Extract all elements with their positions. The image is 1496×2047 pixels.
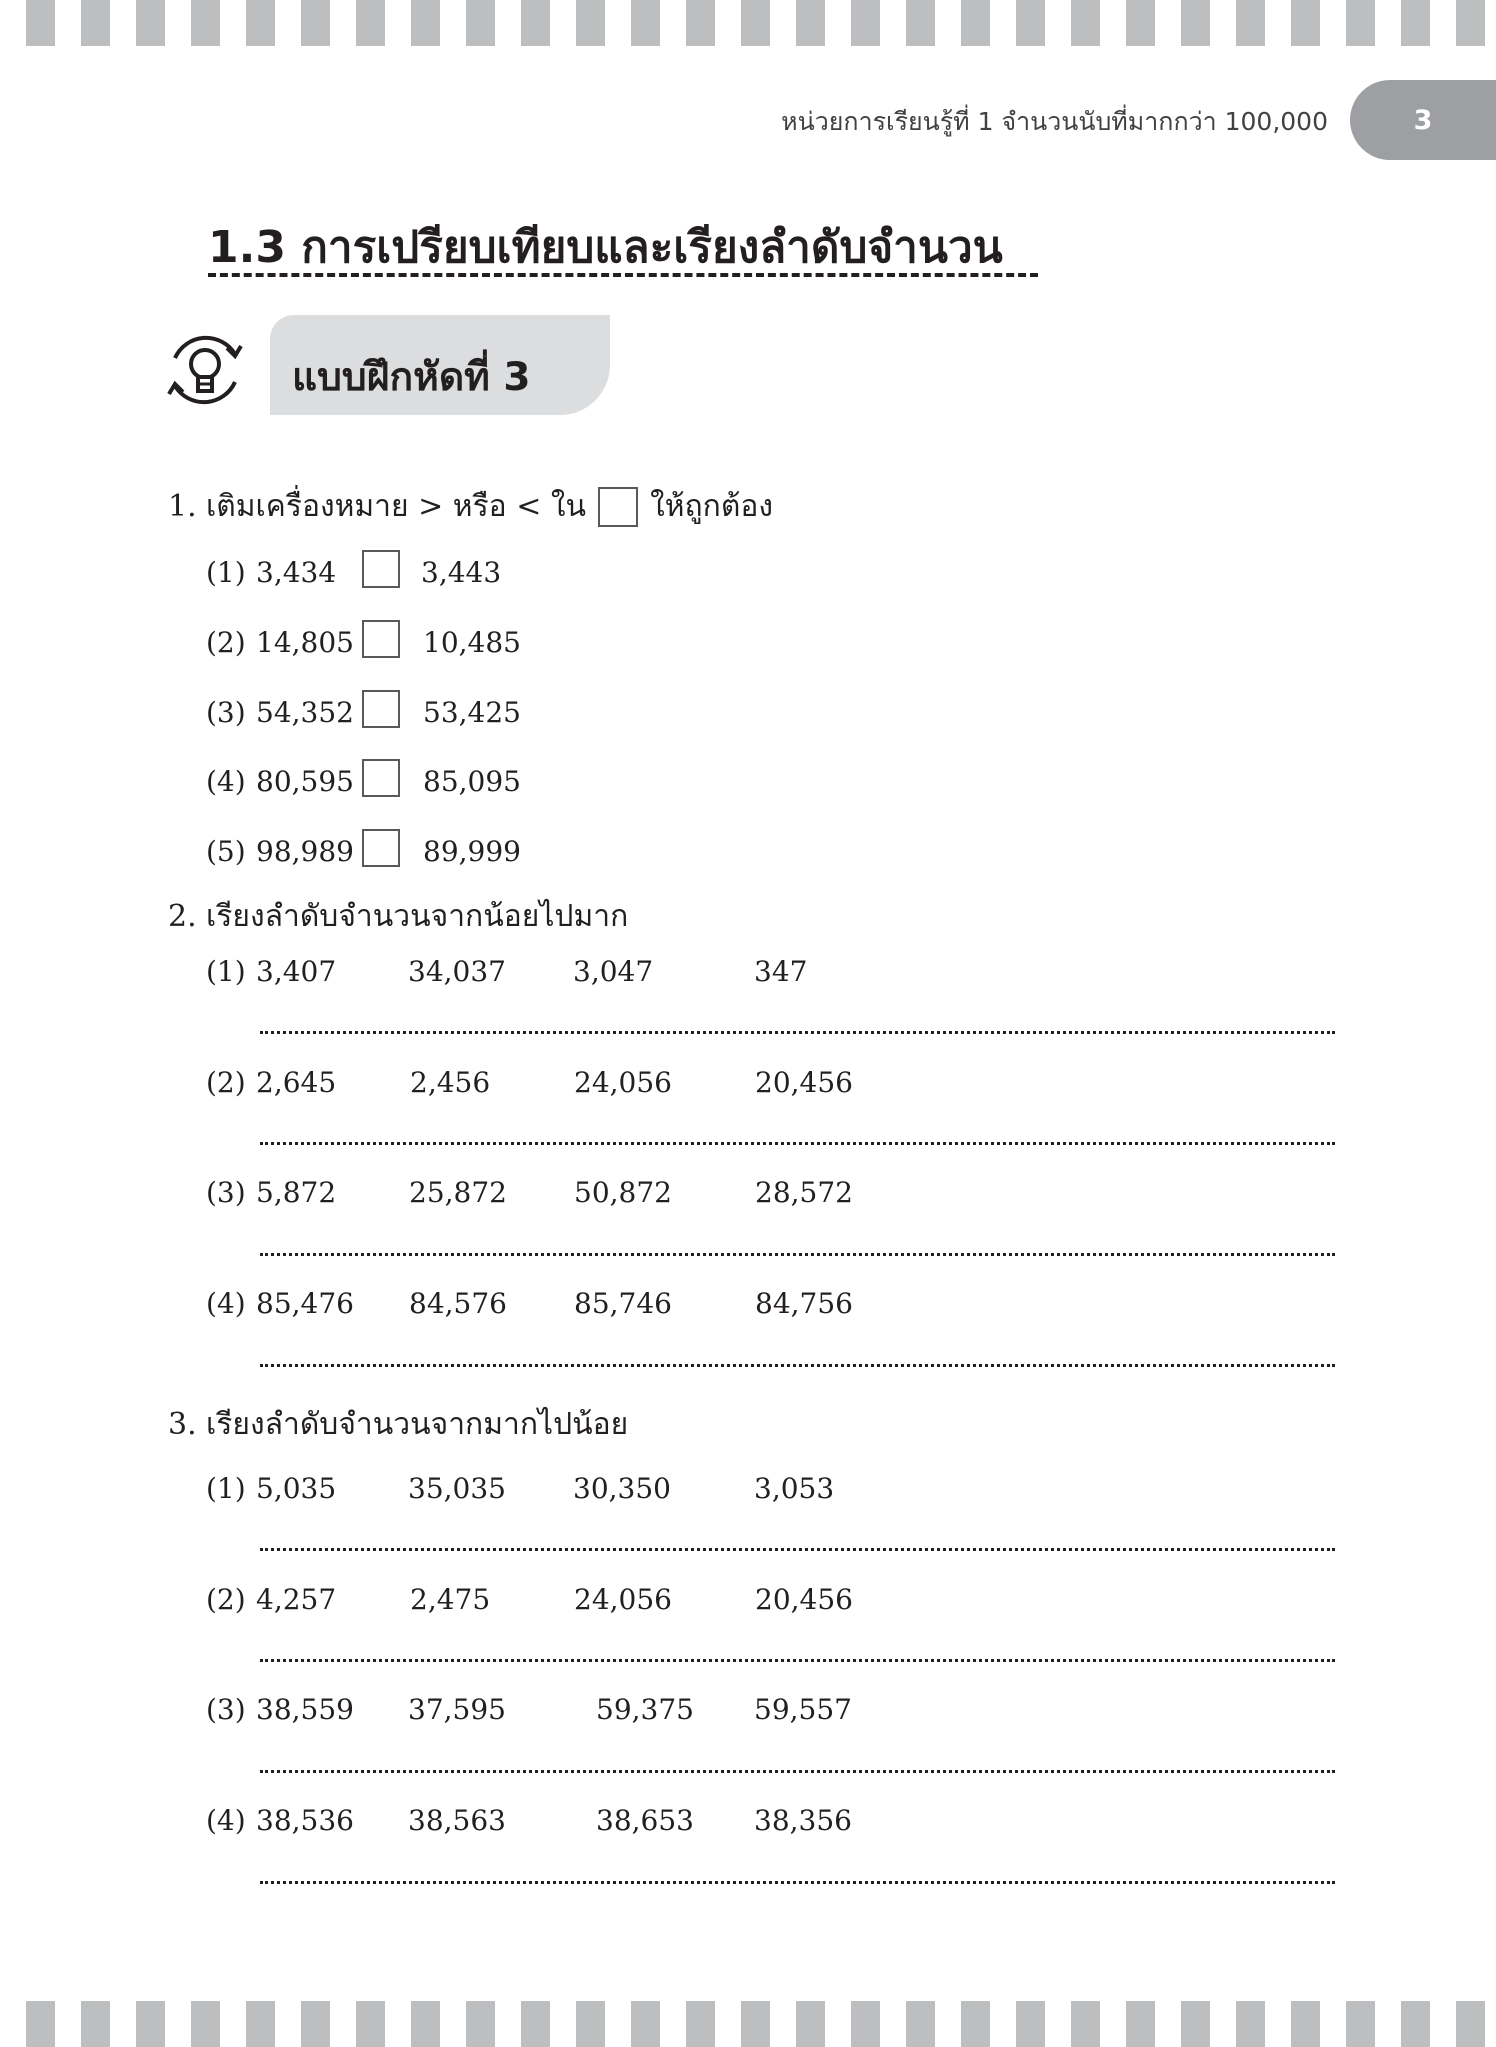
item-label: (2) bbox=[206, 1066, 246, 1099]
number: 25,872 bbox=[409, 1176, 507, 1209]
question-number: 1. bbox=[168, 489, 197, 524]
number-a: 80,595 bbox=[256, 765, 354, 798]
answer-line[interactable] bbox=[260, 1253, 1335, 1256]
number: 50,872 bbox=[574, 1176, 672, 1209]
number-a: 54,352 bbox=[256, 696, 354, 729]
answer-line[interactable] bbox=[260, 1142, 1335, 1145]
blank-box-example bbox=[598, 487, 638, 527]
item-label: (5) bbox=[206, 835, 246, 868]
question-text: เรียงลำดับจำนวนจากน้อยไปมาก bbox=[206, 899, 629, 934]
item-label: (4) bbox=[206, 1287, 246, 1320]
number: 59,375 bbox=[596, 1693, 694, 1726]
item-label: (4) bbox=[206, 1804, 246, 1837]
number: 38,536 bbox=[256, 1804, 354, 1837]
answer-line[interactable] bbox=[260, 1548, 1335, 1551]
item-label: (3) bbox=[206, 1176, 246, 1209]
number: 4,257 bbox=[256, 1583, 337, 1616]
answer-line[interactable] bbox=[260, 1031, 1335, 1034]
question-2-heading bbox=[168, 893, 628, 940]
question-3-heading bbox=[168, 1401, 628, 1448]
number: 35,035 bbox=[408, 1472, 506, 1505]
number: 20,456 bbox=[755, 1583, 853, 1616]
answer-line[interactable] bbox=[260, 1364, 1335, 1367]
number: 85,476 bbox=[256, 1287, 354, 1320]
number-a: 14,805 bbox=[256, 626, 354, 659]
number: 84,756 bbox=[755, 1287, 853, 1320]
item-label: (3) bbox=[206, 1693, 246, 1726]
unit-header: หน่วยการเรียนรู้ที่ 1 จำนวนนับที่มากกว่า 100,000 bbox=[781, 107, 1328, 136]
title-dashed-rule bbox=[208, 273, 1038, 277]
number-b: 10,485 bbox=[423, 626, 521, 659]
answer-box[interactable] bbox=[362, 829, 400, 867]
answer-line[interactable] bbox=[260, 1770, 1335, 1773]
question-text-end: ให้ถูกต้อง bbox=[650, 489, 773, 524]
number: 5,035 bbox=[256, 1472, 337, 1505]
number: 37,595 bbox=[408, 1693, 506, 1726]
item-label: (1) bbox=[206, 1472, 246, 1505]
number: 3,053 bbox=[754, 1472, 835, 1505]
number: 347 bbox=[754, 955, 808, 988]
number: 2,645 bbox=[256, 1066, 337, 1099]
question-text: เรียงลำดับจำนวนจากมากไปน้อย bbox=[206, 1407, 629, 1442]
answer-box[interactable] bbox=[362, 690, 400, 728]
answer-box[interactable] bbox=[362, 620, 400, 658]
number: 38,559 bbox=[256, 1693, 354, 1726]
answer-box[interactable] bbox=[362, 759, 400, 797]
answer-line[interactable] bbox=[260, 1659, 1335, 1662]
number-b: 85,095 bbox=[423, 765, 521, 798]
number: 30,350 bbox=[573, 1472, 671, 1505]
section-title: 1.3 การเปรียบเทียบและเรียงลำดับจำนวน bbox=[208, 222, 1003, 273]
item-label: (1) bbox=[206, 955, 246, 988]
question-number: 3. bbox=[168, 1407, 197, 1442]
page-number-tab bbox=[1350, 80, 1496, 160]
number: 5,872 bbox=[256, 1176, 337, 1209]
question-text: เติมเครื่องหมาย > หรือ < ใน bbox=[206, 489, 587, 524]
item-label: (4) bbox=[206, 765, 246, 798]
number: 2,456 bbox=[410, 1066, 491, 1099]
number: 34,037 bbox=[408, 955, 506, 988]
item-label: (2) bbox=[206, 626, 246, 659]
number: 28,572 bbox=[755, 1176, 853, 1209]
top-stripe-border bbox=[0, 0, 1496, 46]
number: 84,576 bbox=[409, 1287, 507, 1320]
item-label: (3) bbox=[206, 696, 246, 729]
item-label: (1) bbox=[206, 556, 246, 589]
number: 38,356 bbox=[754, 1804, 852, 1837]
item-label: (2) bbox=[206, 1583, 246, 1616]
question-1-heading bbox=[168, 483, 773, 530]
lightbulb-cycle-icon bbox=[155, 320, 255, 420]
exercise-title: แบบฝึกหัดที่ 3 bbox=[292, 355, 531, 400]
number-b: 89,999 bbox=[423, 835, 521, 868]
number: 24,056 bbox=[574, 1583, 672, 1616]
number: 20,456 bbox=[755, 1066, 853, 1099]
number-b: 3,443 bbox=[421, 556, 502, 589]
bottom-stripe-border bbox=[0, 2001, 1496, 2047]
answer-box[interactable] bbox=[362, 550, 400, 588]
number-b: 53,425 bbox=[423, 696, 521, 729]
number: 3,047 bbox=[573, 955, 654, 988]
number: 38,653 bbox=[596, 1804, 694, 1837]
number-a: 98,989 bbox=[256, 835, 354, 868]
number: 24,056 bbox=[574, 1066, 672, 1099]
number: 59,557 bbox=[754, 1693, 852, 1726]
page-number: 3 bbox=[1413, 104, 1433, 136]
number-a: 3,434 bbox=[256, 556, 337, 589]
question-number: 2. bbox=[168, 899, 197, 934]
number: 38,563 bbox=[408, 1804, 506, 1837]
number: 3,407 bbox=[256, 955, 337, 988]
number: 85,746 bbox=[574, 1287, 672, 1320]
answer-line[interactable] bbox=[260, 1881, 1335, 1884]
number: 2,475 bbox=[410, 1583, 491, 1616]
